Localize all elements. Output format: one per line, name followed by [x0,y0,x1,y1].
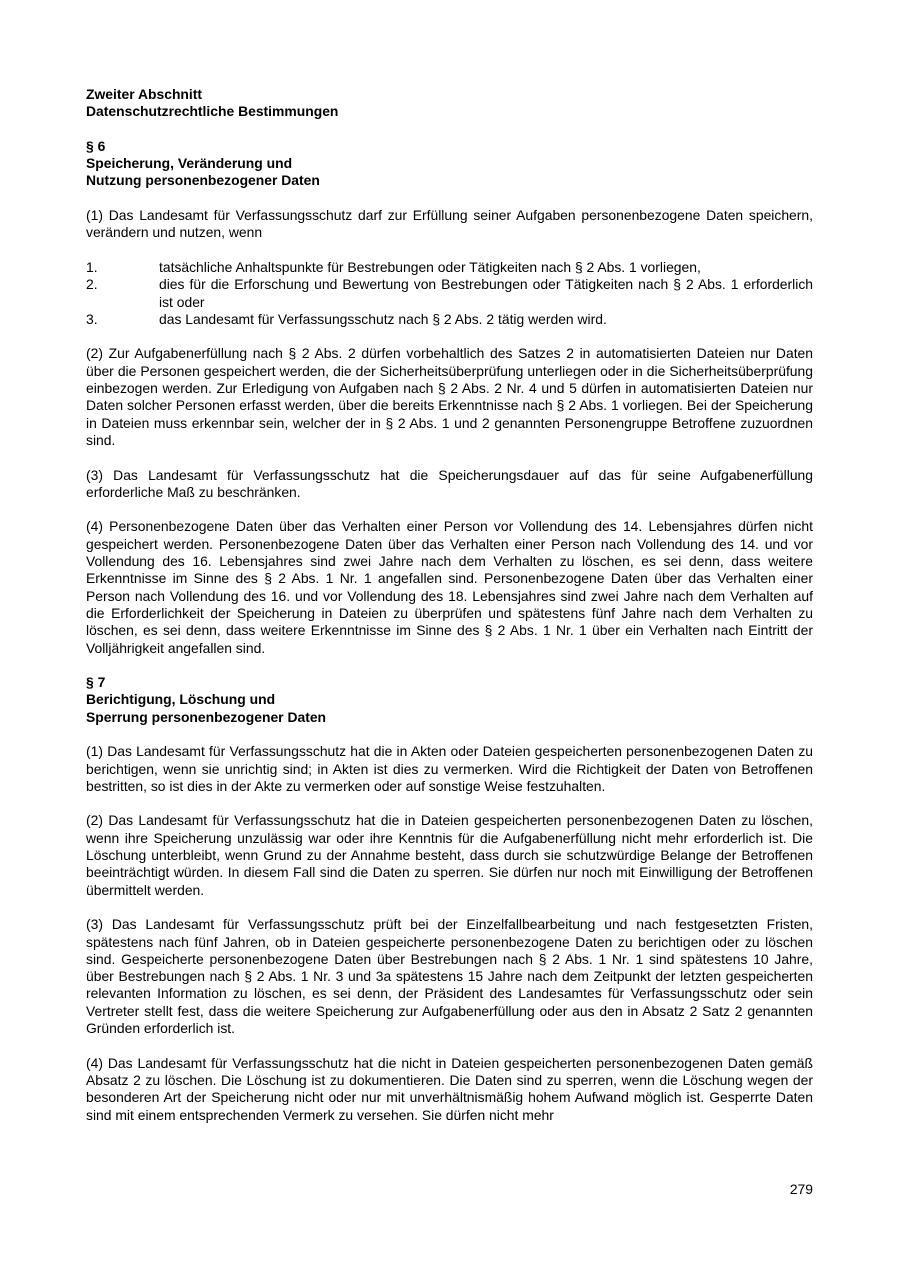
paragraph-6-number: § 6 [86,137,106,154]
paragraph-6-abs-2: (2) Zur Aufgabenerfüllung nach § 2 Abs. 2 dürfen vorbehaltlich des Satzes 2 in automatisierten Dateien nur Daten über die Personen gespeichert werden, die der Sicherheitsüberprüfung unterliegen oder in die Sicherheitsüberprüfung einbezogen werden. Zur Erledigung von Aufgaben nach § 2 Abs. 2 Nr. 4 und 5 dürfen in automatisierten Dateien nur Daten solcher Personen erfasst werden, über die bereits Erkenntnisse nach § 2 Abs. 1 vorliegen. Bei der Speicherung in Dateien muss erkennbar sein, welcher der in § 2 Abs. 1 und 2 genannten Personengruppe Betroffene zuzuordnen sind. [86,345,813,448]
paragraph-7-abs-1: (1) Das Landesamt für Verfassungsschutz hat die in Akten oder Dateien gespeicherten personenbezogenen Daten zu berichtigen, wenn sie unrichtig sind; in Akten ist dies zu vermerken. Wird die Richtigkeit der Daten von Betroffenen bestritten, so ist dies in der Akte zu vermerken oder auf sonstige Weise festzuhalten. [86,743,813,794]
paragraph-6-abs-3: (3) Das Landesamt für Verfassungsschutz hat die Speicherungsdauer auf das für seine Aufgabenerfüllung erforderliche Maß zu beschränken. [86,466,813,500]
page-number: 279 [789,1181,813,1197]
paragraph-6-abs-4: (4) Personenbezogene Daten über das Verhalten einer Person vor Vollendung des 14. Lebensjahres dürfen nicht gespeichert werden. Personenbezogene Daten über das Verhalten einer Person nach Vollendung des 14. und vor Vollendung des 16. Lebensjahres sind zwei Jahre nach dem Verhalten zu löschen, es sei denn, dass weitere Erkenntnisse im Sinne des § 2 Abs. 1 Nr. 1 angefallen sind. Personenbezogene Daten über das Verhalten einer Person nach Vollendung des 16. und vor Vollendung des 18. Lebensjahres sind zwei Jahre nach dem Verhalten auf die Erforderlichkeit der Speicherung in Dateien zu überprüfen und spätestens fünf Jahre nach dem Verhalten zu löschen, es sei denn, dass weitere Erkenntnisse im Sinne des § 2 Abs. 1 Nr. 1 über ein Verhalten nach Eintritt der Volljährigkeit angefallen sind. [86,518,813,656]
list-item-text: tatsächliche Anhaltspunkte für Bestrebungen oder Tätigkeiten nach § 2 Abs. 1 vorliegen, [159,258,701,275]
list-item-number: 3. [86,310,98,327]
paragraph-7-abs-2: (2) Das Landesamt für Verfassungsschutz hat die in Dateien gespeicherten personenbezogenen Daten zu löschen, wenn ihre Speicherung unzulässig war oder ihre Kenntnis für die Aufgabenerfüllung nicht mehr erforderlich ist. Die Löschung unterbleibt, wenn Grund zu der Annahme besteht, dass durch sie schutzwürdige Belange der Betroffenen beeinträchtigt würden. In diesem Fall sind die Daten zu sperren. Sie dürfen nur noch mit Einwilligung der Betroffenen übermittelt werden. [86,812,813,898]
list-item-number: 1. [86,258,98,275]
paragraph-6-list [86,259,813,328]
paragraph-6-title-line2: Nutzung personenbezogener Daten [86,172,320,189]
list-item [86,276,813,311]
paragraph-7-abs-4: (4) Das Landesamt für Verfassungsschutz hat die nicht in Dateien gespeicherten personenbezogenen Daten gemäß Absatz 2 zu löschen. Die Löschung ist zu dokumentieren. Die Daten sind zu sperren, wenn die Löschung wegen der besonderen Art der Speicherung nicht oder nur mit unverhältnismäßig hohem Aufwand möglich ist. Gesperrte Daten sind mit einem entsprechenden Vermerk zu versehen. Sie dürfen nicht mehr [86,1054,813,1123]
paragraph-7-abs-3: (3) Das Landesamt für Verfassungsschutz prüft bei der Einzelfallbearbeitung und nach festgesetzten Fristen, spätestens nach fünf Jahren, ob in Dateien gespeicherte personenbezogene Daten zu berichtigen oder zu löschen sind. Gespeicherte personenbezogene Daten über Bestrebungen nach § 2 Abs. 1 Nr. 1 sind spätestens 10 Jahre, über Bestrebungen nach § 2 Abs. 1 Nr. 3 und 3a spätestens 15 Jahre nach dem Zeitpunkt der letzten gespeicherten relevanten Information zu löschen, es sei denn, der Präsident des Landesamtes für Verfassungsschutz oder sein Vertreter stellt fest, dass die weitere Speicherung zur Aufgabenerfüllung oder aus den in Absatz 2 Satz 2 genannten Gründen erforderlich ist. [86,916,813,1037]
paragraph-7-title-line1: Berichtigung, Löschung und [86,691,276,708]
document-page [86,86,813,1124]
list-item [86,259,813,276]
list-item-text: das Landesamt für Verfassungsschutz nach § 2 Abs. 2 tätig werden wird. [159,310,607,327]
paragraph-6-title-line1: Speicherung, Veränderung und [86,155,293,172]
paragraph-6-abs-1: (1) Das Landesamt für Verfassungsschutz darf zur Erfüllung seiner Aufgaben personenbezogene Daten speichern, verändern und nutzen, wenn [86,207,813,241]
list-item-text: dies für die Erforschung und Bewertung von Bestrebungen oder Tätigkeiten nach § 2 Abs. 1 erforderlich ist oder [159,276,813,310]
section-subtitle: Datenschutzrechtliche Bestimmungen [86,103,339,120]
section-title: Zweiter Abschnitt [86,86,203,102]
paragraph-7-title-line2: Sperrung personenbezogener Daten [86,708,327,725]
paragraph-7-number: § 7 [86,674,106,691]
list-item [86,311,813,328]
list-item-number: 2. [86,276,98,293]
